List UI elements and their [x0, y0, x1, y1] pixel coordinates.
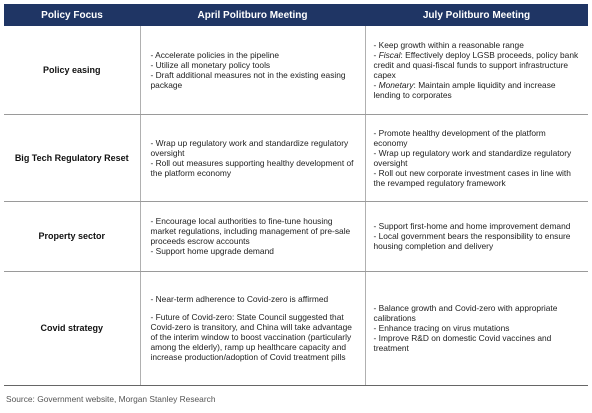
row-big-tech: [4, 114, 588, 201]
row-focus-label: Property sector: [4, 201, 140, 271]
table-header-row: [4, 4, 588, 26]
july-item: - Support first-home and home improvement demand: [373, 221, 571, 231]
monetary-label: Monetary: [378, 79, 414, 90]
july-item: - Local government bears the responsibility to ensure housing completion and delivery: [373, 231, 571, 251]
july-cell: [365, 26, 588, 114]
row-focus-label: Policy easing: [4, 26, 140, 114]
item-spacer: [151, 304, 359, 312]
july-cell: [365, 114, 588, 201]
row-property-sector: [4, 201, 588, 271]
april-cell: [140, 201, 365, 271]
item-bullet: -: [373, 79, 379, 90]
july-item-fiscal: [374, 50, 583, 80]
april-item: - Roll out measures supporting healthy development of the platform economy: [150, 157, 354, 178]
row-covid-strategy: [4, 271, 588, 385]
april-item: - Encourage local authorities to fine-tune housing market regulations, including management of pre-sale proceeds escrow accounts: [150, 216, 351, 246]
item-bullet: -: [373, 49, 379, 60]
april-item: - Accelerate policies in the pipeline: [150, 49, 279, 60]
april-item: - Utilize all monetary policy tools: [150, 59, 271, 70]
july-cell: [365, 271, 588, 385]
row-policy-easing: [4, 26, 588, 114]
july-item: - Keep growth within a reasonable range: [373, 39, 524, 50]
july-cell: [365, 201, 588, 271]
monetary-text: : Maintain ample liquidity and increase lending to corporates: [373, 79, 556, 100]
header-april-meeting: April Politburo Meeting: [140, 4, 365, 26]
july-item: - Improve R&D on domestic Covid vaccines and treatment: [373, 333, 552, 353]
april-item: - Support home upgrade demand: [150, 246, 274, 256]
july-item: - Wrap up regulatory work and standardize regulatory oversight: [373, 147, 572, 168]
july-item: - Roll out new corporate investment cases in line with the revamped regulatory framework: [373, 167, 571, 188]
policy-comparison-table: [4, 4, 588, 386]
july-item: - Promote healthy development of the platform economy: [373, 127, 546, 148]
april-item: - Draft additional measures not in the existing easing package: [150, 69, 346, 90]
july-item-monetary: [374, 80, 583, 100]
april-cell: [140, 271, 365, 385]
source-note: Source: Government website, Morgan Stanley Research: [6, 393, 216, 404]
april-cell: [140, 114, 365, 201]
row-focus-label: Big Tech Regulatory Reset: [4, 114, 140, 201]
april-item: - Wrap up regulatory work and standardize regulatory oversight: [150, 137, 349, 158]
row-focus-label: Covid strategy: [4, 271, 140, 385]
april-cell: [140, 26, 365, 114]
july-item: - Enhance tracing on virus mutations: [373, 323, 510, 333]
april-item: - Future of Covid-zero: State Council suggested that Covid-zero is transitory, and China will take advantage of the interim window to boost vaccination (particularly among the elderly), ramp up healthcare capacity and increase production/adoption of Covid treatment pills: [150, 312, 352, 362]
header-policy-focus: Policy Focus: [4, 4, 140, 26]
header-july-meeting: July Politburo Meeting: [365, 4, 588, 26]
fiscal-label: Fiscal: [378, 49, 401, 60]
july-item: - Balance growth and Covid-zero with appropriate calibrations: [373, 303, 558, 323]
fiscal-text: : Effectively deploy LGSB proceeds, policy bank credit and quasi-fiscal funds to support infrastructure capex: [373, 49, 579, 80]
document: [4, 4, 588, 404]
april-item: - Near-term adherence to Covid-zero is affirmed: [150, 294, 329, 304]
